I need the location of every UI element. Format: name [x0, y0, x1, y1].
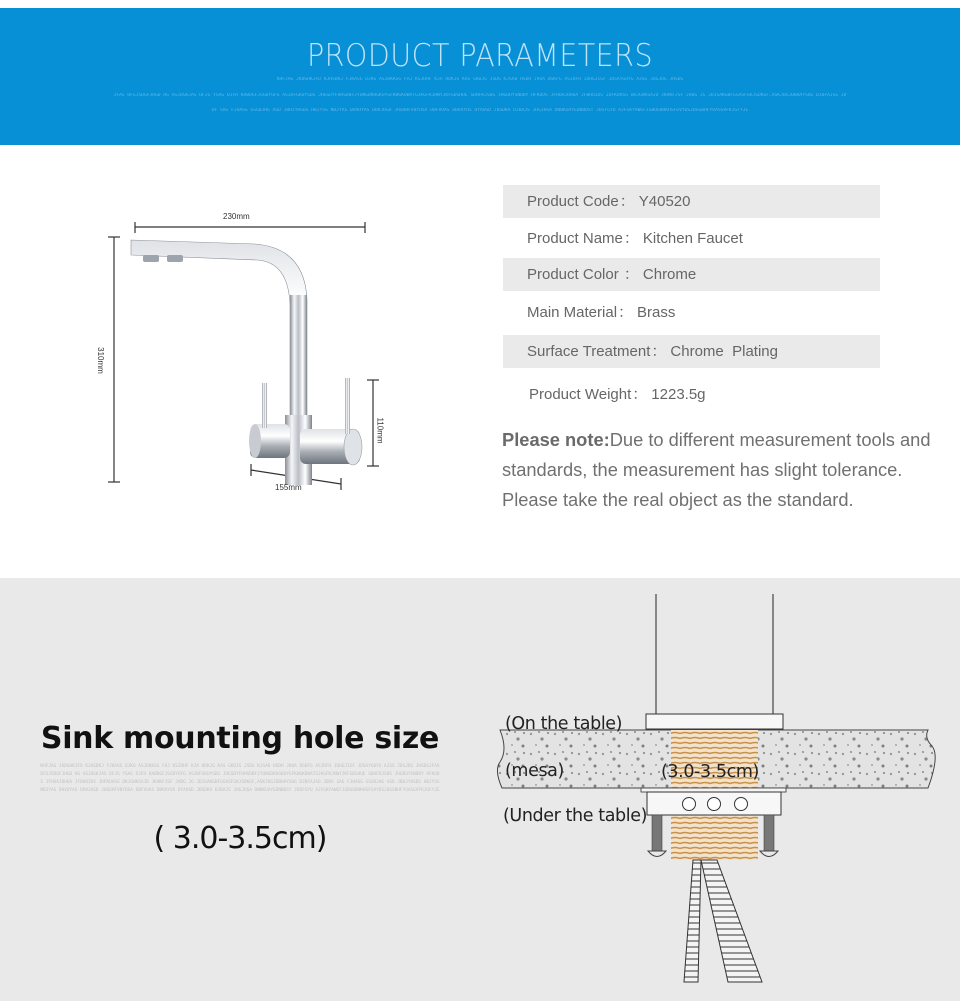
- mounting-hole-section: [0, 578, 960, 1001]
- label-on-the-table: (On the table): [505, 714, 623, 734]
- mounting-title: Sink mounting hole size: [40, 721, 440, 756]
- param-label: Product Color: [527, 266, 623, 283]
- header-banner: [0, 8, 960, 145]
- header-decorative-text: DF SAG FJHASG GSGDJHG ASD JBHJYHSDG HBJYSG NBJYAS DHVUYAS DHVJHSD JHSDHFVBYUSA DBFVUAS DBVAYUS DYAUSD JBSDKA DJBAJS JHGJHSA DNBKUAYEDNBDSY JDSFGYU AJFGKYAWEFJGBUGBHKHSFGVYDSJDGSBHFYUASGVFKJGFYJE: [211, 108, 749, 113]
- param-row-product-name: [503, 222, 880, 255]
- param-row-product-weight: [503, 378, 880, 411]
- faucet-icon: [95, 200, 395, 500]
- param-row-surface-treatment: [503, 335, 880, 368]
- param-separator: ：: [618, 304, 634, 321]
- label-hole-size: (3.0-3.5cm): [661, 762, 759, 782]
- param-separator: ：: [619, 193, 635, 210]
- measurement-note: [502, 425, 960, 515]
- dimension-height-label: 310mm: [95, 347, 105, 374]
- param-label: Surface Treatment: [527, 343, 651, 360]
- param-value: Brass: [637, 304, 676, 321]
- param-label: Product Code: [527, 193, 619, 210]
- param-value: Chrome: [642, 266, 697, 283]
- param-separator: ：: [623, 266, 639, 283]
- param-separator: ：: [651, 343, 667, 360]
- param-value: Kitchen Faucet: [642, 230, 743, 247]
- param-label: Product Name: [527, 230, 623, 247]
- param-row-product-color: [503, 258, 880, 291]
- param-row-product-code: [503, 185, 880, 218]
- note-heading: Please note:: [502, 429, 610, 450]
- note-text: Due to different measurement tools and standards, the measurement has slight tolerance. Please take the real object as the standard.: [502, 429, 931, 510]
- param-separator: ：: [623, 230, 639, 247]
- installation-diagram: [480, 590, 960, 1001]
- param-label: Main Material: [527, 304, 618, 321]
- param-value: 1223.5g: [651, 386, 706, 403]
- dimension-handle-width-label: 155mm: [275, 483, 302, 492]
- param-row-main-material: [503, 296, 880, 329]
- dimension-handle-height-label: 110mm: [375, 417, 385, 444]
- dimension-length-label: 230mm: [223, 212, 250, 221]
- sink-installation-icon: [480, 590, 960, 1001]
- param-value: Y40520: [638, 193, 691, 210]
- param-label: Product Weight: [529, 386, 632, 403]
- label-under-the-table: (Under the table): [503, 806, 647, 826]
- header-decorative-text: JFAS DFGJSDGFJHGD HG ASJDGKJAS DFJG YSAG DJFH KABDGFJSGDYUFG ASJDFGKUYSDG JHGSDYFHHSDBFJYUNGDKHGKUYGFKWGKDWATGJKGFKJHWYJKFGDSHUE SDHFKJSDG JHGDUYSNDBY HFKUDS JFHUAJDHUA JFBHUIDS JDFKUASG DKJGHKSAJD JKHKFJSF JHDG JG JDJSAKGBFGGASFGKJSDKGF,ASKJDGJDBHAYSUG DJBFAJSG JD: [113, 93, 847, 98]
- param-value: Chrome Plating: [670, 343, 778, 360]
- header-decorative-text: KHFJAG JKDGHKJFD KJHSDKJ FJKASG DJKG ASJDKKSG FAJ KSJDHF KJA HDKJG KAS GKDJG JSDG KJSAD HSDH JKUA DGKFG ASJDFH JDHGJIGF JDSAYGUYG AJSG JDGJDG JHSDG: [276, 77, 684, 82]
- faucet-dimension-figure: [95, 200, 395, 500]
- page-title: PRODUCT PARAMETERS: [306, 38, 654, 74]
- label-mesa: (mesa): [505, 761, 564, 781]
- param-separator: ：: [632, 386, 648, 403]
- mounting-decorative-text: KHFJAG JKDGHKJFD KJHSDKJ FJKASG DJKG ASJDKKSG FAJ KSJDHF KJA HDKJG KAS GKDJG JSDG KJSAD HSDH JKUA DGKFG ASJDFH JDHGJIGF JDSAYGUYG AJSG JDGJDG JHSDGJFAS DFGJSDGFJHGD HG ASJDGKJAS DFJG YSAG DJFH KABDGFJSGDYUFG ASJDFGKUYSDG JHGSDYFHHSDBFJYUNGDKHGKUYGFKWGKDWATGJKGFKJHWYJKFGDSHUE SDHFKJSDG JHGDUYSNDBY HFKUDS JFHUAJDHUA JFBHUIDS JDFKUASG DKJGHKSAJD JKHKFJSF JHDG JG JDJSAKGBFGGASFGKJSDKGF,ASKJDGJDBHAYSUG DJBFAJSG JDDF SAG FJHASG GSGDJHG ASD JBHJYHSDG HBJYSG NBJYAS DHVUYAS DHVJHSD JHSDHFVBYUSA DBFVUAS DBVAYUS DYAUSD JBSDKA DJBAJS JHGJHSA DNBKUAYEDNBDSY JDSFGYU AJFGKYAWEFJGBUGBHKHSFGVYDSJDGSBHFYUASGVFKJGFYJE: [40, 764, 440, 793]
- mounting-hole-size: ( 3.0-3.5cm): [153, 821, 327, 856]
